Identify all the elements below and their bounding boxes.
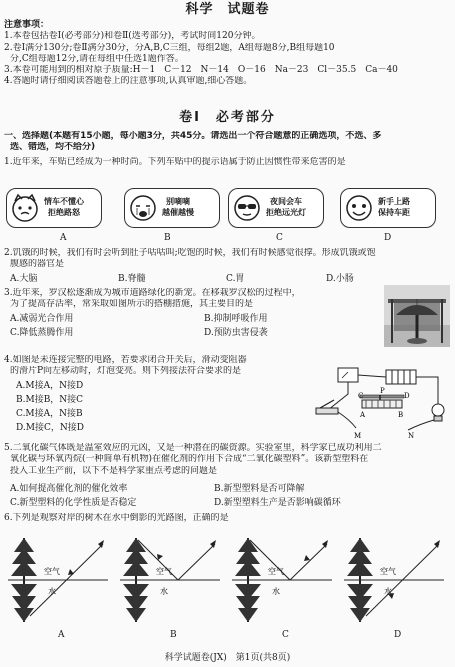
question-5 <box>4 443 451 477</box>
notes-heading: 注意事项： <box>4 20 50 30</box>
label-n: N <box>408 432 415 440</box>
question-stem: 腹感的器官是 <box>10 259 65 270</box>
label-d: D <box>404 392 410 400</box>
option: D.预防虫害侵袭 <box>204 328 268 338</box>
option-letter: C <box>282 630 289 640</box>
car-sticker-d <box>340 188 436 228</box>
question-stem: 为了提高存活率，常采取如图所示的搭棚措施，其主要目的是 <box>10 299 254 310</box>
option: D.M接C，N接D <box>16 423 84 433</box>
car-sticker-b <box>124 188 220 228</box>
option-letter: A <box>58 630 65 640</box>
option-letter: D <box>394 630 402 640</box>
note-line: 3.本卷可能用到的相对原子质量:H－1 C－12 N－14 O－16 Na－23 Cl－35.5 Ca－40 <box>4 65 398 75</box>
question-stem: 4.如图是未连接完整的电路，若要求闭合开关后，滑动变阻器 <box>4 355 247 365</box>
note-line: 1.本卷包括卷Ⅰ(必考部分)和卷Ⅱ(选考部分)，考试时间120分钟。 <box>4 31 261 42</box>
sticker-text: 夜间会车 <box>270 197 302 207</box>
note-line: 2.卷Ⅰ满分130分;卷Ⅱ满分30分，分A,B,C三组，每组2题，A组每题8分,B组每题10 <box>4 42 335 53</box>
air-label: 空气 <box>380 567 396 576</box>
car-sticker-c <box>228 188 324 228</box>
question-stem: 投入工业生产前，以下不是科学家重点考虑的问题是 <box>10 465 218 476</box>
question-stem: 的滑片P向左移动时，灯泡变亮。则下列接法符合要求的是 <box>10 366 242 377</box>
water-label: 水 <box>48 587 56 596</box>
question-6 <box>4 513 451 524</box>
label-m: M <box>354 432 362 440</box>
label-a: A <box>360 411 366 419</box>
sticker-text: 保持车距 <box>378 208 410 217</box>
option: C.胃 <box>226 274 245 284</box>
option-letter: A <box>60 233 67 243</box>
air-label: 空气 <box>156 567 172 576</box>
option: C.M接A，N接B <box>16 409 83 419</box>
sticker-text: 别嘀嘀 <box>166 197 190 207</box>
option: B.抑制呼吸作用 <box>204 314 268 324</box>
question-stem: 1.近年来，车贴已经成为一种时尚。下列车贴中的提示语属于防止因惯性带来危害的是 <box>4 157 346 167</box>
sticker-text: 新手上路 <box>378 197 410 207</box>
question-1 <box>4 157 451 168</box>
option: A.减弱光合作用 <box>10 314 74 324</box>
page-title: 科学 试题卷 <box>185 2 270 17</box>
option-letter: D <box>384 233 392 243</box>
smiling-face-icon <box>344 193 374 223</box>
air-label: 空气 <box>268 567 284 576</box>
option: A.M接A，N接D <box>16 381 84 391</box>
question-4 <box>4 355 304 378</box>
question-stem: 5.二氧化碳气体既是温室效应的元凶，又是一种潜在的碳资源。实验室里，科学家已成功利用二 <box>4 443 382 453</box>
option: D.新型塑料生产是否影响碳循环 <box>214 498 341 508</box>
diagram-c <box>232 538 332 622</box>
diagram-a <box>8 538 108 622</box>
cat-face-icon <box>10 193 40 223</box>
water-label: 水 <box>384 587 392 596</box>
optics-diagrams <box>8 530 448 630</box>
question-stem: 6.下列是观察对岸的树木在水中倒影的光路图，正确的是 <box>4 513 229 523</box>
option-letter: C <box>276 233 283 243</box>
question-stem: 3.近年来，罗汉松逐渐成为城市道路绿化的新宠。在移栽罗汉松的过程中， <box>4 288 301 298</box>
note-line: 4.答题时请仔细阅读答题卷上的注意事项,认真审题,细心答题。 <box>4 76 253 87</box>
question-3 <box>4 288 379 311</box>
sticker-text: 拒绝远光灯 <box>266 208 306 217</box>
section1-line: 选、错选，均不给分) <box>10 142 96 153</box>
option: B.M接B，N接C <box>16 395 84 405</box>
section1-instructions <box>4 131 451 154</box>
label-p: P <box>380 387 385 395</box>
tree-shade-photo <box>384 285 450 347</box>
diagram-d <box>344 538 444 622</box>
water-label: 水 <box>272 587 280 596</box>
question-2 <box>4 248 451 271</box>
notes-block <box>4 20 451 88</box>
sunglasses-face-icon <box>232 193 262 223</box>
crying-face-icon <box>128 193 158 223</box>
option-letter: B <box>164 233 171 243</box>
water-label: 水 <box>160 587 168 596</box>
option: B.新型塑料是否可降解 <box>214 484 305 494</box>
question-stem: 2.饥饿的时候，我们有时会听到肚子咕咕叫;吃饱的时候，我们有时候感觉很撑。形成饥饿或饱 <box>4 248 376 258</box>
option: D.小肠 <box>326 274 354 284</box>
option: B.脊髓 <box>118 274 146 284</box>
option: A.如何提高催化剂的催化效率 <box>10 484 128 494</box>
label-b: B <box>398 411 404 419</box>
air-label: 空气 <box>44 567 60 576</box>
sticker-text: 越催越慢 <box>162 208 194 217</box>
diagram-b <box>120 538 220 622</box>
circuit-diagram <box>298 364 450 442</box>
section1-line: 一、选择题(本题有15小题，每小题3分，共45分。请选出一个符合题意的正确选项，不选、多 <box>4 131 382 141</box>
sticker-text: 情车不懂心 <box>44 197 84 207</box>
option: C.新型塑料的化学性质是否稳定 <box>10 498 137 508</box>
note-line: 分,C组每题12分,请在每组中任选1题作答。 <box>10 53 184 64</box>
page-footer: 科学试题卷(JX) 第1页(共8页) <box>164 652 291 663</box>
part1-heading: 卷Ⅰ 必考部分 <box>179 110 276 125</box>
label-c: C <box>358 392 364 400</box>
option-letter: B <box>170 630 177 640</box>
sticker-text: 拒绝路怒 <box>48 208 80 217</box>
question-stem: 氧化碳与环氧丙烷(一种简单有机物)在催化剂的作用下合成“二氧化碳塑料”。该新型塑料在 <box>10 454 369 465</box>
car-sticker-a <box>6 188 102 228</box>
option: C.降低蒸腾作用 <box>10 328 74 338</box>
option: A.大脑 <box>10 274 38 284</box>
